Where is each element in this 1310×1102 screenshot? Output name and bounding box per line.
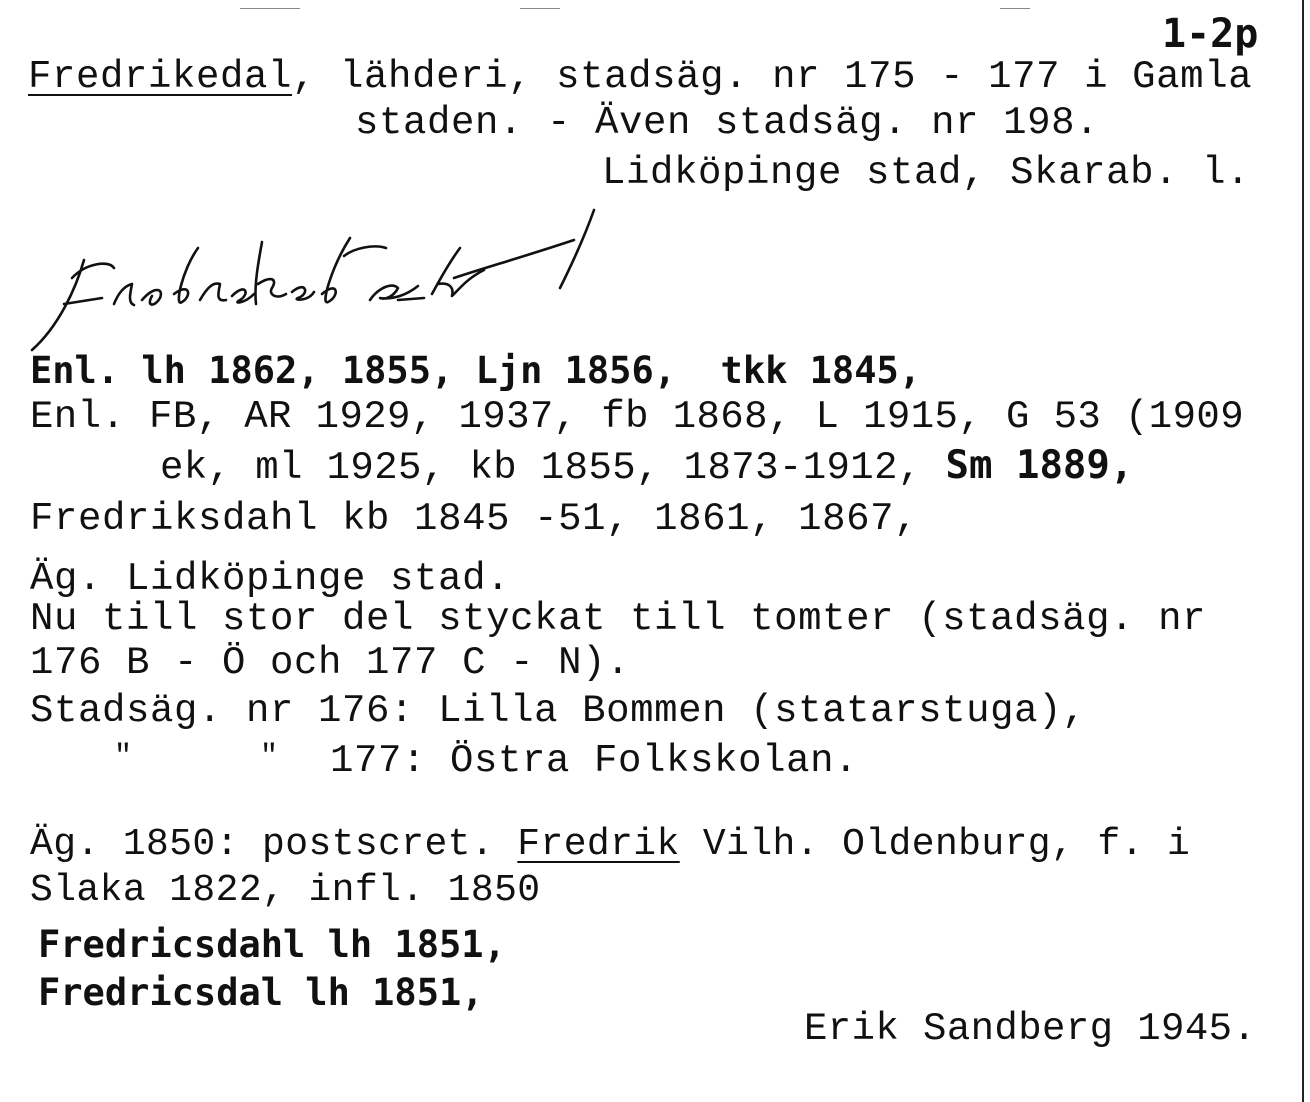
scan-artifact [1000, 8, 1030, 9]
line-slaka: Slaka 1822, infl. 1850 [30, 869, 541, 912]
scan-artifact [520, 8, 560, 9]
card-reference: 1-2p [1162, 11, 1259, 57]
card-author: Erik Sandberg 1945. [804, 1007, 1257, 1051]
owner-1850-rest: Vilh. Oldenburg, f. i [679, 823, 1191, 866]
line-owner: Äg. Lidköpinge stad. [30, 557, 511, 601]
line-fredricsdahl: Fredricsdahl lh 1851, [38, 923, 506, 966]
line-fredriksdahl-kb: Fredriksdahl kb 1845 -51, 1861, 1867, [30, 497, 919, 541]
card-edge [1302, 0, 1304, 1102]
place-name: Fredrikedal [28, 55, 293, 99]
owner-1850-prefix: Äg. 1850: postscret. [30, 823, 518, 866]
line-ek-ml [160, 443, 1134, 490]
handwritten-signature [14, 208, 604, 358]
line-enl-lh: Enl. lh 1862, 1855, Ljn 1856, tkk 1845, [30, 349, 922, 392]
ditto-mark-2: " [260, 740, 279, 774]
location-line: Lidköpinge stad, Skarab. l. [602, 151, 1251, 195]
heading-description: , lähderi, stadsäg. nr 175 - 177 i Gamla [292, 55, 1253, 99]
line-enl-fb: Enl. FB, AR 1929, 1937, fb 1868, L 1915, G 53 (1909 [30, 395, 1244, 439]
line-ek-ml-text: ek, ml 1925, kb 1855, 1873-1912, [160, 446, 946, 490]
line-stadsag-176: Stadsäg. nr 176: Lilla Bommen (statarstuga), [30, 689, 1087, 733]
line-stadsag-176b: 176 B - Ö och 177 C - N). [30, 641, 631, 685]
line-styckat: Nu till stor del styckat till tomter (stadsäg. nr [30, 597, 1207, 641]
ditto-mark-1: " [114, 740, 133, 774]
owner-1850-name: Fredrik [517, 823, 680, 866]
scan-artifact [240, 8, 300, 9]
line-fredricsdal: Fredricsdal lh 1851, [38, 971, 484, 1014]
line-ek-ml-sm: Sm 1889, [945, 443, 1134, 488]
heading-line-1 [28, 55, 1253, 99]
line-owner-1850 [30, 823, 1191, 866]
line-stadsag-177: 177: Östra Folkskolan. [330, 739, 859, 783]
heading-line-2: staden. - Även stadsäg. nr 198. [355, 101, 1100, 145]
